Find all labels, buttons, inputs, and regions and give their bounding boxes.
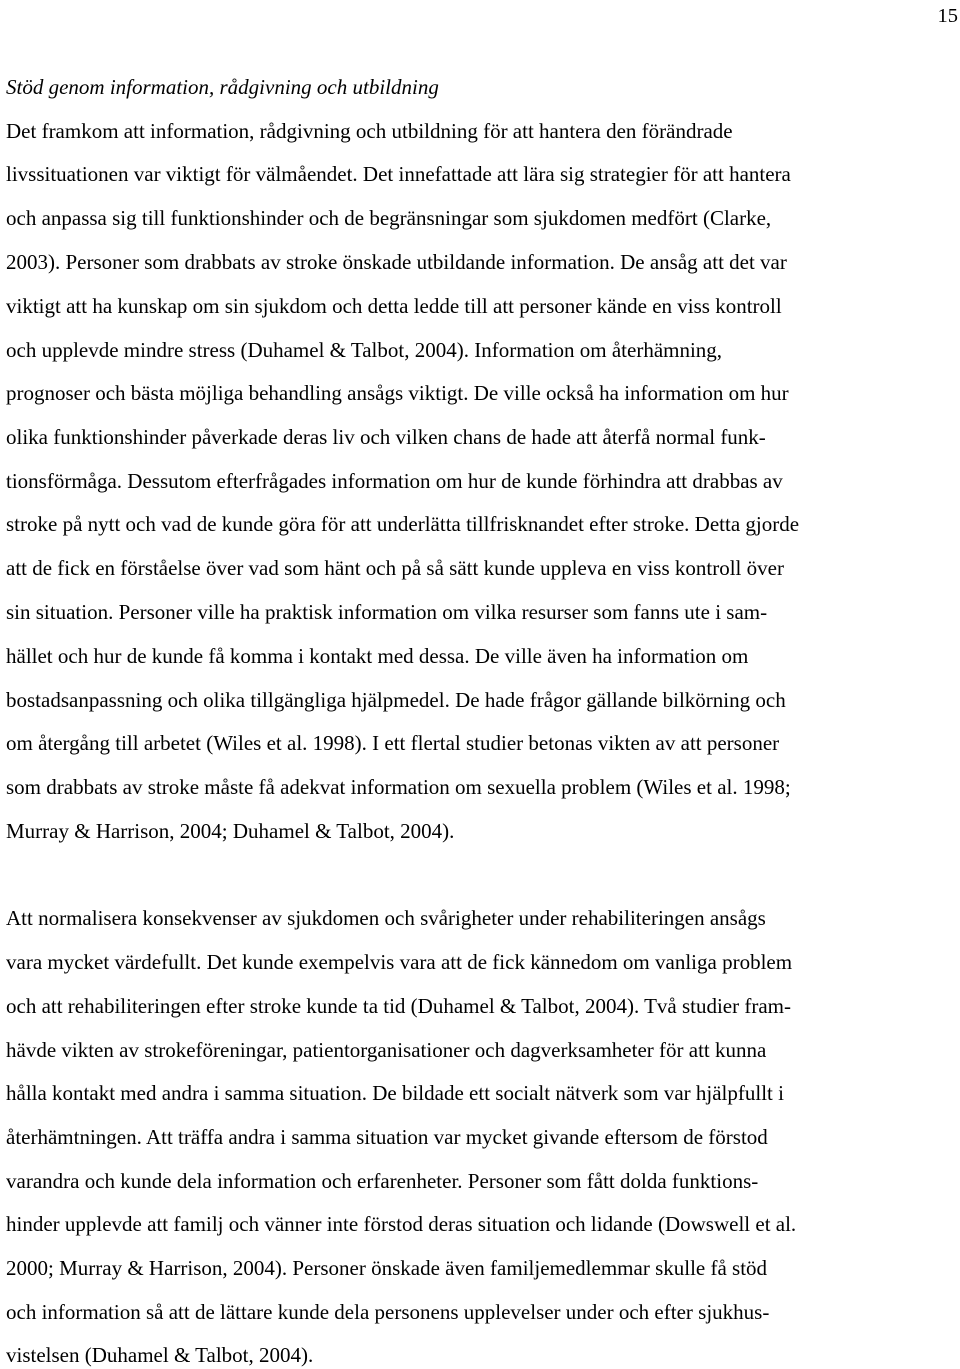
- paragraph-line: varandra och kunde dela information och erfarenheter. Personer som fått dolda funktions-: [6, 1169, 759, 1193]
- paragraph-line: bostadsanpassning och olika tillgängliga hjälpmedel. De hade frågor gällande bilkörning och: [6, 688, 786, 712]
- paragraph-line: och upplevde mindre stress (Duhamel & Talbot, 2004). Information om återhämning,: [6, 338, 723, 362]
- paragraph-line: hället och hur de kunde få komma i kontakt med dessa. De ville även ha information om: [6, 644, 749, 668]
- page-number: 15: [937, 5, 958, 27]
- paragraph-line: sin situation. Personer ville ha praktisk information om vilka resurser som fanns ute i sam-: [6, 600, 768, 624]
- section-heading: Stöd genom information, rådgivning och utbildning: [6, 75, 439, 99]
- paragraph-line: prognoser och bästa möjliga behandling ansågs viktigt. De ville också ha information om hur: [6, 381, 789, 405]
- paragraph-line: återhämtningen. Att träffa andra i samma situation var mycket givande eftersom de förstod: [6, 1125, 768, 1149]
- paragraph-line: Att normalisera konsekvenser av sjukdomen och svårigheter under rehabiliteringen ansågs: [6, 906, 766, 930]
- paragraph-line: stroke på nytt och vad de kunde göra för att underlätta tillfrisknandet efter stroke. Detta gjorde: [6, 512, 800, 536]
- paragraph-line: 2003). Personer som drabbats av stroke önskade utbildande information. De ansåg att det var: [6, 250, 787, 274]
- paragraph-line: hävde vikten av strokeföreningar, patientorganisationer och dagverksamheter för att kunna: [6, 1038, 767, 1062]
- paragraph-line: Murray & Harrison, 2004; Duhamel & Talbot, 2004).: [6, 819, 455, 843]
- paragraph-line: att de fick en förståelse över vad som hänt och på så sätt kunde uppleva en viss kontroll över: [6, 556, 784, 580]
- paragraph-line: om återgång till arbetet (Wiles et al. 1998). I ett flertal studier betonas vikten av att personer: [6, 731, 780, 755]
- paragraph-line: och information så att de lättare kunde dela personens upplevelser under och efter sjukhus-: [6, 1300, 770, 1324]
- paragraph-line: livssituationen var viktigt för välmåendet. Det innefattade att lära sig strategier för att hantera: [6, 162, 791, 186]
- paragraph-line: Det framkom att information, rådgivning och utbildning för att hantera den förändrade: [6, 119, 733, 143]
- paragraph-line: vistelsen (Duhamel & Talbot, 2004).: [6, 1343, 314, 1367]
- paragraph-line: hålla kontakt med andra i samma situation. De bildade ett socialt nätverk som var hjälpfullt i: [6, 1081, 784, 1105]
- paragraph-line: 2000; Murray & Harrison, 2004). Personer önskade även familjemedlemmar skulle få stöd: [6, 1256, 768, 1280]
- paragraph-line: och anpassa sig till funktionshinder och de begränsningar som sjukdomen medfört (Clarke,: [6, 206, 772, 230]
- paragraph-line: som drabbats av stroke måste få adekvat information om sexuella problem (Wiles et al. 1998;: [6, 775, 791, 799]
- paragraph-line: vara mycket värdefullt. Det kunde exempelvis vara att de fick kännedom om vanliga problem: [6, 950, 793, 974]
- paragraph-line: tionsförmåga. Dessutom efterfrågades information om hur de kunde förhindra att drabbas av: [6, 469, 783, 493]
- paragraph-line: och att rehabiliteringen efter stroke kunde ta tid (Duhamel & Talbot, 2004). Två studier fram-: [6, 994, 792, 1018]
- paragraph-line: hinder upplevde att familj och vänner inte förstod deras situation och lidande (Dowswell et al.: [6, 1212, 797, 1236]
- paragraph-line: viktigt att ha kunskap om sin sjukdom och detta ledde till att personer kände en viss kontroll: [6, 294, 782, 318]
- paragraph-line: olika funktionshinder påverkade deras liv och vilken chans de hade att återfå normal funk-: [6, 425, 766, 449]
